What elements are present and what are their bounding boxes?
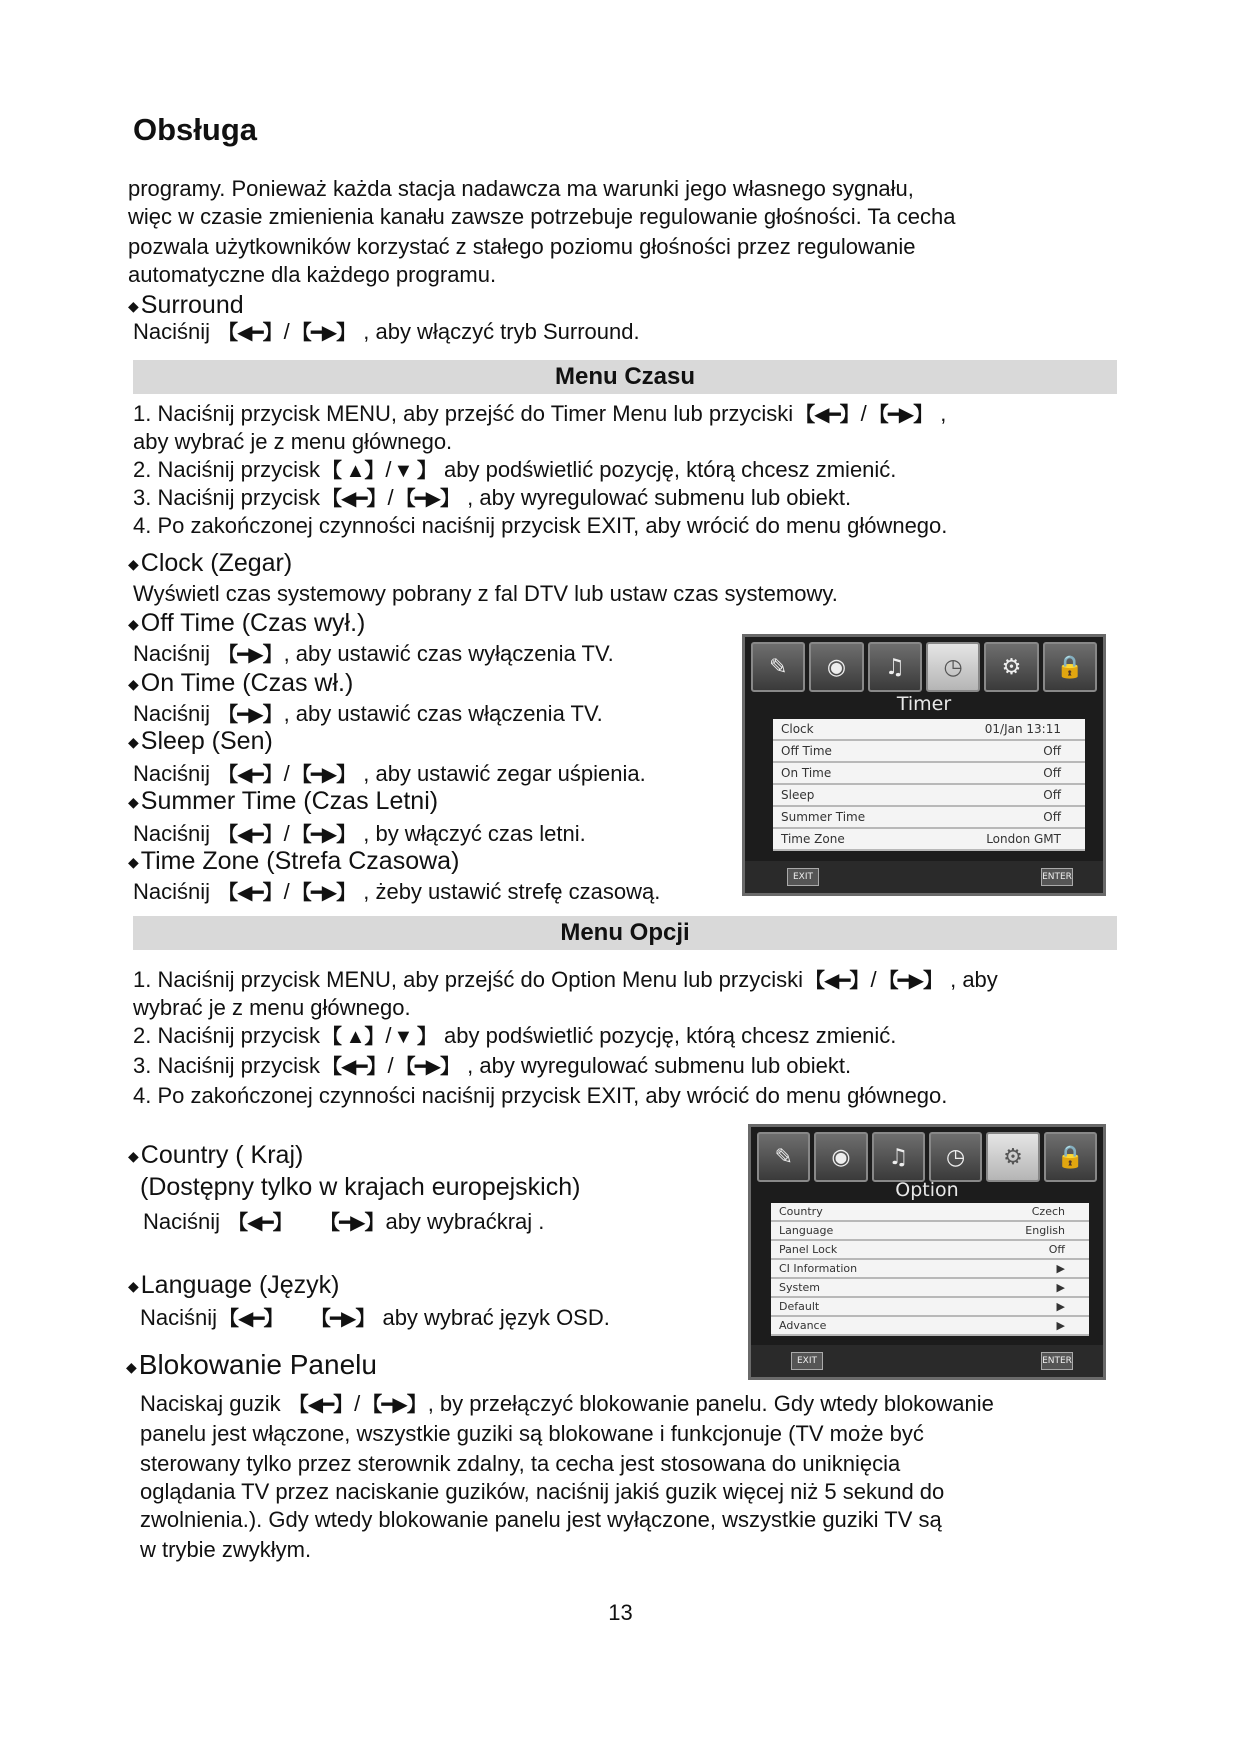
bullet-icon: ◆ bbox=[128, 854, 139, 871]
list-item: On Time Off bbox=[773, 763, 1085, 785]
menu-icon-bar bbox=[757, 1132, 1097, 1182]
country-desc: Naciśnij 【◀━】 【━▶】aby wybraćkraj . bbox=[143, 1208, 544, 1237]
section-band-option: Menu Opcji bbox=[133, 916, 1117, 950]
list-item: Language English bbox=[771, 1222, 1089, 1241]
picture-icon: ✎ bbox=[757, 1132, 810, 1182]
lock-icon: 🔒 bbox=[1044, 1132, 1097, 1182]
gear-icon: ⚙ bbox=[986, 1132, 1039, 1182]
option-step-3: 3. Naciśnij przycisk 【◀━】/ 【━▶】 , aby wyregulować submenu lub obiekt. bbox=[133, 1052, 851, 1081]
right-key-icon: 【━▶】 bbox=[291, 824, 356, 846]
right-key-icon: 【━▶】 bbox=[291, 882, 356, 904]
list-item: Country Czech bbox=[771, 1203, 1089, 1222]
picture-icon: ✎ bbox=[751, 642, 805, 692]
enter-badge: ENTER bbox=[1041, 1352, 1073, 1370]
left-key-icon: 【◀━】 bbox=[228, 1212, 292, 1234]
timer-step-1: 1. Naciśnij przycisk MENU, aby przejść do Timer Menu lub przyciski 【◀━】/ 【━▶】 , bbox=[133, 400, 946, 429]
on-time-desc: Naciśnij 【━▶】, aby ustawić czas włączenia TV. bbox=[133, 700, 603, 729]
exit-badge: EXIT bbox=[791, 1352, 823, 1370]
list-item: Clock 01/Jan 13:11 bbox=[773, 719, 1085, 741]
left-key-icon: 【◀━】 bbox=[322, 1056, 386, 1078]
right-key-icon: 【━▶】 bbox=[218, 704, 282, 726]
surround-instruction: Naciśnij 【◀━】/ 【━▶】 , aby włączyć tryb Surround. bbox=[133, 318, 640, 347]
clock-icon: ◷ bbox=[929, 1132, 982, 1182]
intro-line-4: automatyczne dla każdego programu. bbox=[128, 262, 497, 287]
panel-lock-heading: ◆Blokowanie Panelu bbox=[126, 1349, 377, 1380]
up-key-icon: 【 ▲】 bbox=[322, 1026, 384, 1048]
list-item: Sleep Off bbox=[773, 785, 1085, 807]
bullet-icon: ◆ bbox=[128, 1278, 139, 1295]
summer-time-desc: Naciśnij 【◀━】/ 【━▶】 , by włączyć czas letni. bbox=[133, 820, 586, 849]
option-menu-screenshot bbox=[748, 1124, 1106, 1380]
timer-step-4: 4. Po zakończonej czynności naciśnij przycisk EXIT, aby wrócić do menu głównego. bbox=[133, 513, 948, 538]
option-step-1b: wybrać je z menu głównego. bbox=[133, 995, 411, 1020]
osd-footer bbox=[751, 1345, 1103, 1377]
right-key-icon: 【━▶】 bbox=[878, 970, 942, 992]
page-title: Obsługa bbox=[133, 112, 258, 147]
panel-lock-line-4: oglądania TV przez naciskanie guzików, naciśnij jakiś guzik więcej niż 5 sekund do bbox=[140, 1479, 945, 1504]
osd-title: Option bbox=[895, 1179, 959, 1201]
option-step-1: 1. Naciśnij przycisk MENU, aby przejść do Option Menu lub przyciski 【◀━】/ 【━▶】 , aby bbox=[133, 966, 998, 995]
left-key-icon: 【◀━】 bbox=[805, 970, 869, 992]
up-key-icon: 【 ▲】 bbox=[322, 460, 384, 482]
panel-lock-line-6: w trybie zwykłym. bbox=[140, 1537, 312, 1562]
bullet-icon: ◆ bbox=[128, 794, 139, 811]
left-key-icon: 【◀━】 bbox=[218, 882, 282, 904]
left-key-icon: 【◀━】 bbox=[218, 824, 282, 846]
list-item: Panel Lock Off bbox=[771, 1241, 1089, 1260]
intro-line-2: więc w czasie zmienienia kanału zawsze potrzebuje regulowanie głośności. Ta cecha bbox=[128, 204, 956, 229]
osd-list bbox=[773, 719, 1085, 851]
bullet-icon: ◆ bbox=[128, 298, 139, 315]
right-key-icon: 【━▶】 bbox=[362, 1394, 426, 1416]
left-key-icon: 【◀━】 bbox=[218, 764, 282, 786]
left-key-icon: 【◀━】 bbox=[218, 322, 282, 344]
sound-icon: ♫ bbox=[868, 642, 922, 692]
intro-line-1: programy. Ponieważ każda stacja nadawcza ma warunki jego własnego sygnału, bbox=[128, 176, 914, 201]
clock-desc: Wyświetl czas systemowy pobrany z fal DTV lub ustaw czas systemowy. bbox=[133, 581, 838, 606]
list-item: Time Zone London GMT bbox=[773, 829, 1085, 851]
summer-time-heading: ◆Summer Time (Czas Letni) bbox=[128, 787, 439, 815]
right-key-icon: 【━▶】 bbox=[291, 764, 356, 786]
time-zone-heading: ◆Time Zone (Strefa Czasowa) bbox=[128, 847, 460, 875]
panel-lock-line-5: zwolnienia.). Gdy wtedy blokowanie panelu jest wyłączone, wszystkie guziki TV są bbox=[140, 1507, 942, 1532]
down-key-icon: ▼ 】 bbox=[393, 460, 436, 482]
exit-badge: EXIT bbox=[787, 868, 819, 886]
menu-icon-bar bbox=[751, 642, 1097, 692]
right-key-icon: 【━▶】 bbox=[218, 644, 282, 666]
list-item: Advance ▶ bbox=[771, 1317, 1089, 1336]
language-heading: ◆Language (Język) bbox=[128, 1271, 340, 1299]
page-number: 13 bbox=[608, 1600, 633, 1625]
osd-title: Timer bbox=[896, 693, 952, 715]
clock-icon: ◷ bbox=[926, 642, 980, 692]
bullet-icon: ◆ bbox=[126, 1358, 137, 1375]
right-key-icon: 【━▶】 bbox=[868, 404, 933, 426]
panel-lock-line-3: sterowany tylko przez sterownik zdalny, ta cecha jest stosowana do uniknięcia bbox=[140, 1451, 901, 1476]
left-key-icon: 【◀━】 bbox=[795, 404, 859, 426]
bullet-icon: ◆ bbox=[128, 616, 139, 633]
off-time-heading: ◆Off Time (Czas wył.) bbox=[128, 609, 366, 637]
intro-line-3: pozwala użytkowników korzystać z stałego poziomu głośności przez regulowanie bbox=[128, 234, 916, 259]
section-band-timer: Menu Czasu bbox=[133, 360, 1117, 394]
right-key-icon: 【━▶】 bbox=[291, 322, 356, 344]
right-key-icon: 【━▶】 bbox=[310, 1308, 375, 1330]
list-item: Default ▶ bbox=[771, 1298, 1089, 1317]
panel-lock-line-1: Naciskaj guzik 【◀━】/ 【━▶】, by przełączyć blokowanie panelu. Gdy wtedy blokowanie bbox=[140, 1390, 994, 1419]
bullet-icon: ◆ bbox=[128, 676, 139, 693]
bullet-icon: ◆ bbox=[128, 1148, 139, 1165]
bullet-icon: ◆ bbox=[128, 556, 139, 573]
channel-icon: ◉ bbox=[814, 1132, 867, 1182]
off-time-desc: Naciśnij 【━▶】, aby ustawić czas wyłączenia TV. bbox=[133, 640, 614, 669]
country-subheading: (Dostępny tylko w krajach europejskich) bbox=[140, 1173, 581, 1201]
lock-icon: 🔒 bbox=[1043, 642, 1097, 692]
down-key-icon: ▼ 】 bbox=[393, 1026, 436, 1048]
on-time-heading: ◆On Time (Czas wł.) bbox=[128, 669, 354, 697]
left-key-icon: 【◀━】 bbox=[288, 1394, 353, 1416]
left-key-icon: 【◀━】 bbox=[322, 488, 386, 510]
osd-list bbox=[771, 1203, 1089, 1336]
right-key-icon: 【━▶】 bbox=[395, 1056, 460, 1078]
surround-heading: ◆Surround bbox=[128, 291, 244, 319]
timer-step-1b: aby wybrać je z menu głównego. bbox=[133, 429, 453, 454]
option-step-2: 2. Naciśnij przycisk 【 ▲】/ ▼ 】 aby podświetlić pozycję, którą chcesz zmienić. bbox=[133, 1022, 896, 1051]
bullet-icon: ◆ bbox=[128, 734, 139, 751]
list-item: CI Information ▶ bbox=[771, 1260, 1089, 1279]
osd-footer bbox=[745, 861, 1103, 893]
language-desc: Naciśnij 【◀━】 【━▶】 aby wybrać język OSD. bbox=[140, 1304, 610, 1333]
channel-icon: ◉ bbox=[809, 642, 863, 692]
option-step-4: 4. Po zakończonej czynności naciśnij przycisk EXIT, aby wrócić do menu głównego. bbox=[133, 1083, 948, 1108]
timer-step-2: 2. Naciśnij przycisk 【 ▲】/ ▼ 】 aby podświetlić pozycję, którą chcesz zmienić. bbox=[133, 456, 896, 485]
list-item: System ▶ bbox=[771, 1279, 1089, 1298]
list-item: Off Time Off bbox=[773, 741, 1085, 763]
time-zone-desc: Naciśnij 【◀━】/ 【━▶】 , żeby ustawić strefę czasową. bbox=[133, 878, 660, 907]
left-key-icon: 【◀━】 bbox=[219, 1308, 283, 1330]
clock-heading: ◆Clock (Zegar) bbox=[128, 549, 293, 577]
sleep-desc: Naciśnij 【◀━】/ 【━▶】 , aby ustawić zegar uśpienia. bbox=[133, 760, 646, 789]
right-key-icon: 【━▶】 bbox=[320, 1212, 384, 1234]
list-item: Summer Time Off bbox=[773, 807, 1085, 829]
country-heading: ◆Country ( Kraj) bbox=[128, 1141, 304, 1169]
timer-menu-screenshot bbox=[742, 634, 1106, 896]
timer-step-3: 3. Naciśnij przycisk 【◀━】/ 【━▶】 , aby wyregulować submenu lub obiekt. bbox=[133, 484, 851, 513]
enter-badge: ENTER bbox=[1041, 868, 1073, 886]
gear-icon: ⚙ bbox=[984, 642, 1038, 692]
sound-icon: ♫ bbox=[872, 1132, 925, 1182]
right-key-icon: 【━▶】 bbox=[395, 488, 460, 510]
panel-lock-line-2: panelu jest włączone, wszystkie guziki są blokowane i funkcjonuje (TV może być bbox=[140, 1421, 924, 1446]
sleep-heading: ◆Sleep (Sen) bbox=[128, 727, 273, 755]
